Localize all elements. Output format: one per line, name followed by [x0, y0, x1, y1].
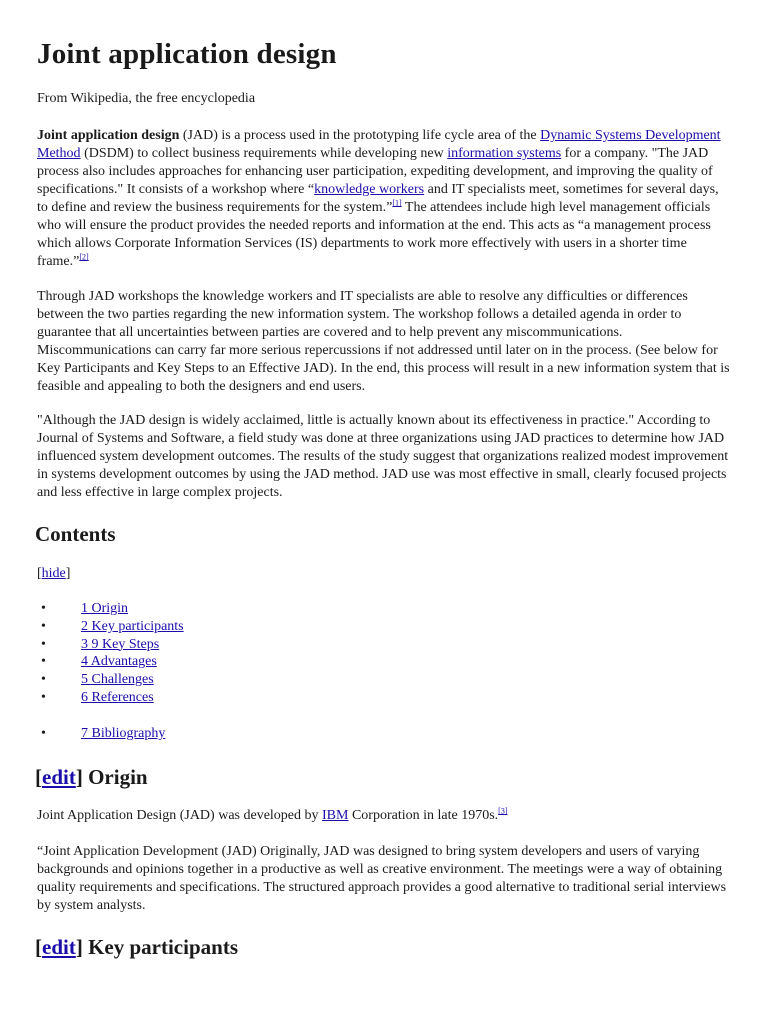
- section-title: Origin: [82, 765, 148, 789]
- reference-link-3[interactable]: [3]: [498, 806, 508, 816]
- toc-link-references[interactable]: 6 References: [81, 689, 154, 705]
- page-title: Joint application design: [37, 38, 337, 70]
- toc-item: [37, 689, 184, 707]
- link-knowledge-workers[interactable]: knowledge workers: [314, 182, 425, 197]
- link-ibm[interactable]: IBM: [322, 808, 349, 823]
- toc-item: [37, 600, 184, 618]
- toc-item: [37, 725, 165, 743]
- intro-paragraph-3: "Although the JAD design is widely acclaimed, little is actually known about its effectiveness in practice." According to Journal of Systems and Software, a field study was done at three organizations using JAD practices to determine how JAD influenced system development outcomes. The results of the study suggest that organizations realized modest improvement in systems development outcomes by using the JAD method. JAD use was most effective in small, clearly focused projects and less effective in large complex projects.: [37, 413, 729, 500]
- toc-link-key-steps[interactable]: 3 9 Key Steps: [81, 636, 160, 652]
- toc-item: [37, 636, 184, 654]
- toc-toggle: [37, 565, 70, 583]
- intro-text: The attendees include high level management officials who will ensure the product provides the needed reports and information at the end. This acts as “a management process which allows Corporate Information Services (IS) departments to work more effectively with users in a shorter time frame.”: [37, 200, 711, 269]
- toc-link-key-participants[interactable]: 2 Key participants: [81, 618, 184, 634]
- link-information-systems[interactable]: information systems: [447, 146, 562, 161]
- origin-paragraph-2: “Joint Application Development (JAD) Originally, JAD was designed to bring system developers and users of varying backgrounds and opinions together in a productive as well as creative environment. The meetings were a way of obtaining quality requirements and specifications. The structured approach provides a good alternative to traditional serial interviews by system analysts.: [37, 844, 727, 913]
- toc-list: [37, 600, 184, 707]
- section-heading-origin: [35, 764, 148, 790]
- bullet: •: [41, 672, 46, 688]
- bullet: •: [41, 636, 46, 652]
- toc-link-challenges[interactable]: 5 Challenges: [81, 672, 154, 688]
- bracket: [: [35, 935, 42, 959]
- toc-link-bibliography[interactable]: 7 Bibliography: [81, 726, 166, 741]
- intro-paragraph-2: Through JAD workshops the knowledge workers and IT specialists are able to resolve any difficulties or differences between the two parties regarding the new information system. The workshop follows a detailed agenda in order to guarantee that all uncertainties between parties are covered and to help prevent any miscommunications. Miscommunications can carry far more serious repercussions if not addressed until later on in the process. (See below for Key Participants and Key Steps to an Effective JAD). In the end, this process will result in a new information system that is feasible and appealing to both the designers and end users.: [37, 289, 730, 394]
- bracket: ]: [75, 765, 83, 789]
- edit-link-key-participants[interactable]: edit: [42, 935, 76, 959]
- toc-hide-link[interactable]: hide: [41, 566, 66, 581]
- toc-list-continued: [37, 725, 165, 743]
- bracket: ]: [65, 566, 71, 581]
- origin-paragraph-1: [37, 807, 731, 825]
- intro-text: for a company. "The JAD process also includes approaches for enhancing user participation, expediting development, and improving the quality of specifications." It consists of a workshop where “: [37, 146, 713, 197]
- intro-paragraph-1: [37, 127, 731, 271]
- intro-text: (DSDM) to collect business requirements while developing new: [80, 146, 448, 161]
- section-title: Key participants: [82, 935, 238, 959]
- bracket: ]: [75, 935, 83, 959]
- toc-item: [37, 653, 184, 671]
- page-subtitle: From Wikipedia, the free encyclopedia: [37, 91, 256, 106]
- bracket: [: [37, 566, 42, 581]
- link-dynamic-systems-development-method[interactable]: Dynamic Systems Development Method: [37, 128, 721, 161]
- toc-link-origin[interactable]: 1 Origin: [81, 601, 129, 616]
- reference-link-1[interactable]: [1]: [392, 198, 402, 208]
- bullet: •: [41, 726, 46, 741]
- bold-term: Joint application design: [37, 128, 180, 143]
- toc-item: [37, 671, 184, 689]
- toc-link-advantages[interactable]: 4 Advantages: [81, 654, 157, 670]
- intro-text: (JAD) is a process used in the prototyping life cycle area of the: [179, 128, 541, 143]
- origin-text: Corporation in late 1970s.: [348, 808, 499, 823]
- bracket: [: [35, 765, 42, 789]
- edit-link-origin[interactable]: edit: [42, 765, 76, 789]
- bullet: •: [41, 618, 46, 634]
- origin-text: Joint Application Design (JAD) was developed by: [37, 808, 323, 823]
- section-heading-key-participants: [35, 934, 238, 960]
- bullet: •: [41, 601, 46, 616]
- intro-text: and IT specialists meet, sometimes for several days, to define and review the business requirements for the system.”: [37, 182, 719, 215]
- contents-heading: Contents: [35, 522, 116, 546]
- reference-link-2[interactable]: [2]: [79, 252, 89, 262]
- bullet: •: [41, 689, 46, 705]
- bullet: •: [41, 654, 46, 670]
- toc-item: [37, 618, 184, 636]
